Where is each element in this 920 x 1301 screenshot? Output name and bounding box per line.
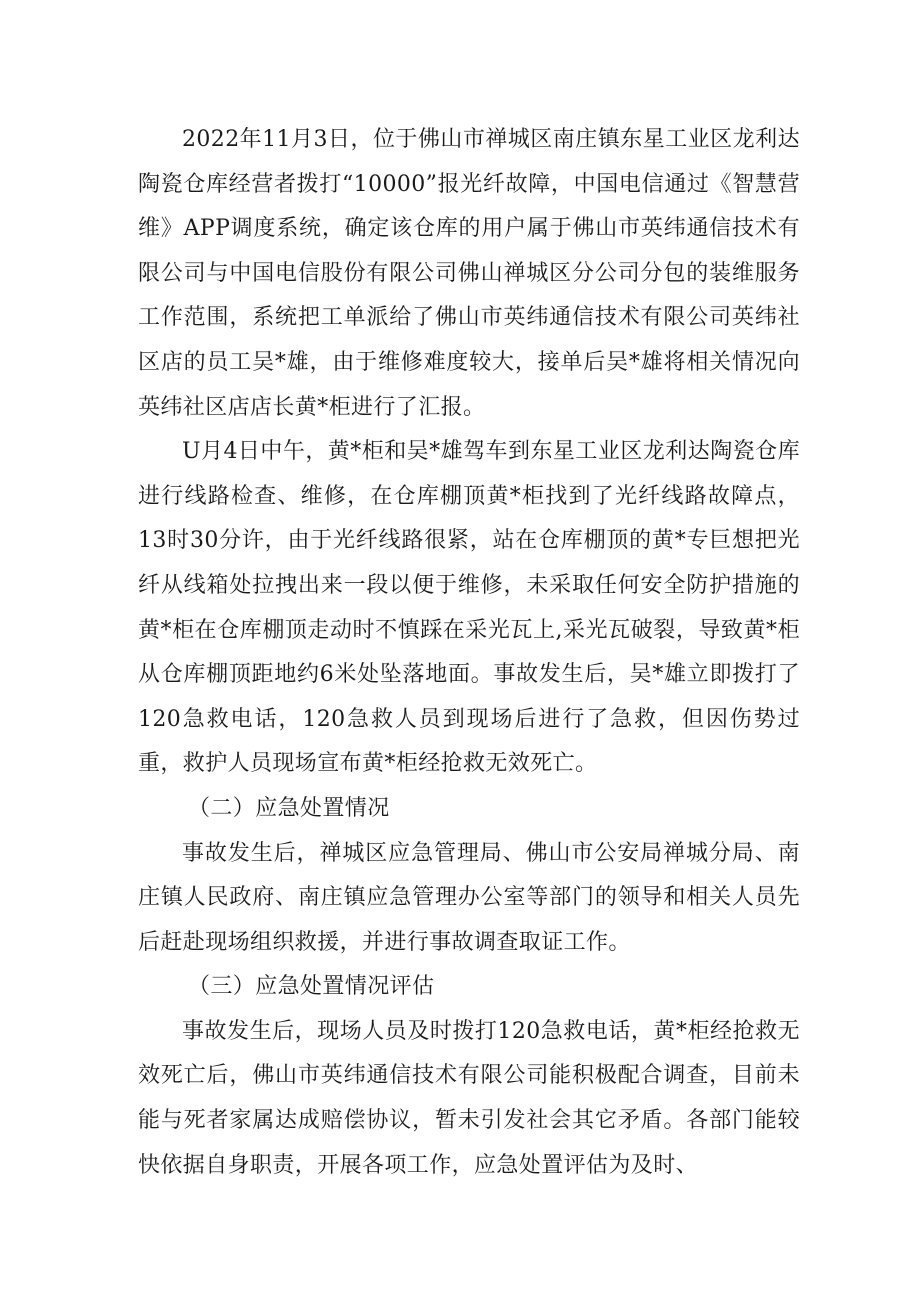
paragraph-incident-details: U月4日中午，黄*柜和吴*雄驾车到东星工业区龙利达陶瓷仓库进行线路检查、维修，在仓库棚顶黄*柜找到了光纤线路故障点，13时30分许，由于光纤线路很紧，站在仓库棚顶的黄*专巨想把光纤从线箱处拉拽出来一段以便于维修，未采取任何安全防护措施的黄*柜在仓库棚顶走动时不慎踩在采光瓦上,采光瓦破裂，导致黄*柜从仓库棚顶距地约6米处坠落地面。事故发生后，吴*雄立即拨打了120急救电话，120急救人员到现场后进行了急救，但因伤势过重，救护人员现场宣布黄*柜经抢救无效死亡。 bbox=[138, 439, 800, 777]
paragraph-incident-report: 2022年11月3日，位于佛山市禅城区南庄镇东星工业区龙利达陶瓷仓库经营者拨打“10000”报光纤故障，中国电信通过《智慧营维》APP调度系统，确定该仓库的用户属于佛山市英纬通信技术有限公司与中国电信股份有限公司佛山禅城区分公司分包的装维服务工作范围，系统把工单派给了佛山市英纬通信技术有限公司英纬社区店的员工吴*雄，由于维修难度较大，接单后吴*雄将相关情况向英纬社区店店长黄*柜进行了汇报。 bbox=[138, 127, 800, 420]
document-body bbox=[138, 118, 800, 1188]
section-heading-emergency-response: （二）应急处置情况 bbox=[188, 795, 390, 821]
section-heading-response-evaluation: （三）应急处置情况评估 bbox=[188, 974, 435, 1000]
paragraph-emergency-response: 事故发生后，禅城区应急管理局、佛山市公安局禅城分局、南庄镇人民政府、南庄镇应急管理办公室等部门的领导和相关人员先后赶赴现场组织救援，并进行事故调查取证工作。 bbox=[138, 840, 800, 955]
paragraph-response-evaluation: 事故发生后，现场人员及时拨打120急救电话，黄*柜经抢救无效死亡后，佛山市英纬通信技术有限公司能积极配合调查，目前未能与死者家属达成赔偿协议，暂未引发社会其它矛盾。各部门能较快依据自身职责，开展各项工作，应急处置评估为及时、 bbox=[138, 1018, 800, 1178]
